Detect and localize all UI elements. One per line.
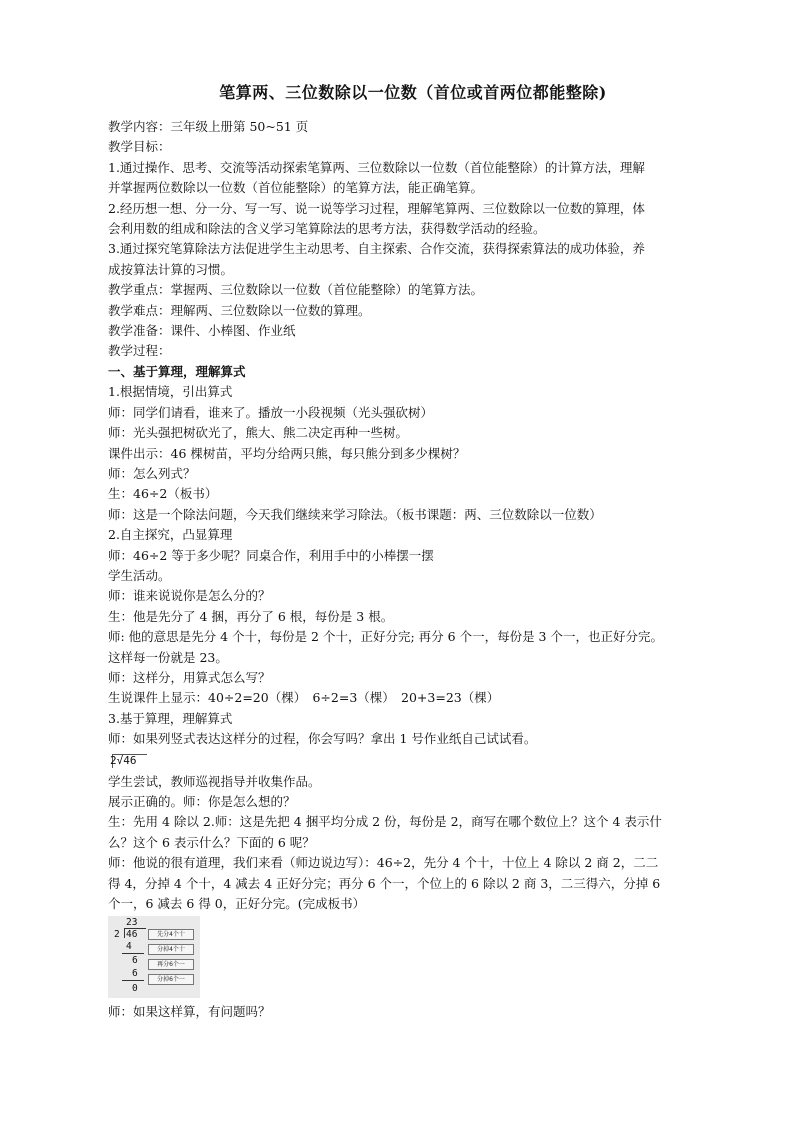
text-line: 师：如果这样算，有问题吗？ xyxy=(108,1004,271,1020)
text-line: 2.经历想一想、分一分、写一写、说一说等学习过程，理解笔算两、三位数除以一位数的算理，体 xyxy=(108,200,645,216)
text-line: 师：谁来说说你是怎么分的？ xyxy=(108,588,271,604)
section-heading: 一、基于算理，理解算式 xyxy=(108,363,246,379)
note-box: 分掉4个十 xyxy=(148,944,194,955)
quotient: 23 xyxy=(126,917,138,929)
note-box: 先分4个十 xyxy=(148,929,194,940)
text-line: 展示正确的。师：你是怎么想的？ xyxy=(108,794,296,809)
text-line: 师：这是一个除法问题，今天我们继续来学习除法。（板书课题：两、三位数除以一位数） xyxy=(108,506,602,522)
subtract-line xyxy=(122,953,144,954)
subtract-line xyxy=(122,980,144,981)
text-line: 会利用数的组成和除法的含义学习笔算除法的思考方法，获得数学活动的经验。 xyxy=(108,221,546,237)
text-line: 教学目标： xyxy=(108,139,171,155)
text-line: 并掌握两位数除以一位数（首位能整除）的笔算方法，能正确笔算。 xyxy=(108,180,484,196)
text-line: 师：如果列竖式表达这样分的过程，你会写吗？拿出 1 号作业纸自己试试看。 xyxy=(108,731,537,747)
text-line: 教学内容：三年级上册第 50~51 页 xyxy=(108,119,309,134)
text-line: 个一，6 减去 6 得 0，正好分完。(完成板书） xyxy=(108,896,366,912)
text-line: 师: 他的意思是先分 4 个十，每份是 2 个十，正好分完; 再分 6 个一，每份是 3 个一，也正好分完。 xyxy=(108,629,663,645)
text-line: 教学过程： xyxy=(108,343,171,359)
document-page xyxy=(108,80,718,1023)
division-sketch-image xyxy=(108,750,150,770)
body-section-2 xyxy=(108,772,718,915)
dividend: 46 xyxy=(126,929,138,941)
division-sketch-text: 2√46 xyxy=(110,753,137,767)
body-section-1 xyxy=(108,117,718,750)
note-box: 分掉6个一 xyxy=(148,974,194,985)
text-line: 学生活动。 xyxy=(108,567,171,583)
text-line: 得 4，分掉 4 个十，4 减去 4 正好分完；再分 6 个一，个位上的 6 除以 2 商 3，二三得六，分掉 6 xyxy=(108,875,661,891)
step-1-product: 4 xyxy=(126,941,132,953)
text-line: 师：怎么列式？ xyxy=(108,465,196,481)
text-line: 生说课件上显示：40÷2=20（棵） 6÷2=3（棵） 20+3=23（棵） xyxy=(108,690,500,706)
long-division-board-image xyxy=(108,916,200,998)
text-line: 生：他是先分了 4 捆，再分了 6 根，每份是 3 根。 xyxy=(108,608,394,624)
text-line: 这样每一份就是 23。 xyxy=(108,649,228,665)
text-line: 师：这样分，用算式怎么写？ xyxy=(108,669,271,685)
text-line: 教学重点：掌握两、三位数除以一位数（首位能整除）的笔算方法。 xyxy=(108,282,484,298)
step-3-product: 6 xyxy=(132,968,138,980)
division-bracket xyxy=(124,928,125,938)
text-line: 3.基于算理，理解算式 xyxy=(108,710,233,726)
text-line: 师：同学们请看，谁来了。播放一小段视频（光头强砍树） xyxy=(108,404,434,420)
text-line: 课件出示：46 棵树苗，平均分给两只熊，每只熊分到多少棵树？ xyxy=(108,445,466,461)
text-line: 么？这个 6 表示什么？下面的 6 呢？ xyxy=(108,834,315,850)
text-line: 成按算法计算的习惯。 xyxy=(108,261,234,277)
text-line: 教学准备：课件、小棒图、作业纸 xyxy=(108,323,296,339)
text-line: 师：他说的很有道理，我们来看（师边说边写）：46÷2，先分 4 个十，十位上 4 除以 2 商 2，二二 xyxy=(108,855,659,871)
text-line: 2.自主探究，凸显算理 xyxy=(108,527,233,543)
text-line: 生：46÷2（板书） xyxy=(108,486,218,502)
step-2-bring-down: 6 xyxy=(132,955,138,967)
text-line: 师：光头强把树砍光了，熊大、熊二决定再种一些树。 xyxy=(108,425,409,441)
text-line: 学生尝试，教师巡视指导并收集作品。 xyxy=(108,773,321,789)
text-line: 3.通过探究笔算除法方法促进学生主动思考、自主探索、合作交流，获得探索算法的成功体验，养 xyxy=(108,241,645,257)
text-line: 生：先用 4 除以 2.师：这是先把 4 捆平均分成 2 份，每份是 2，商写在哪个数位上？这个 4 表示什 xyxy=(108,814,662,830)
document-title: 笔算两、三位数除以一位数（首位或首两位都能整除) xyxy=(219,83,607,102)
text-line: 师：46÷2 等于多少呢？同桌合作，利用手中的小棒摆一摆 xyxy=(108,547,434,563)
text-line: 教学难点：理解两、三位数除以一位数的算理。 xyxy=(108,302,371,318)
text-line: 1.根据情境，引出算式 xyxy=(108,384,233,400)
note-box: 再分6个一 xyxy=(148,959,194,970)
divisor: 2 xyxy=(114,929,120,941)
remainder: 0 xyxy=(132,983,138,995)
text-line: 1.通过操作、思考、交流等活动探索笔算两、三位数除以一位数（首位能整除）的计算方法，理解 xyxy=(108,159,645,175)
